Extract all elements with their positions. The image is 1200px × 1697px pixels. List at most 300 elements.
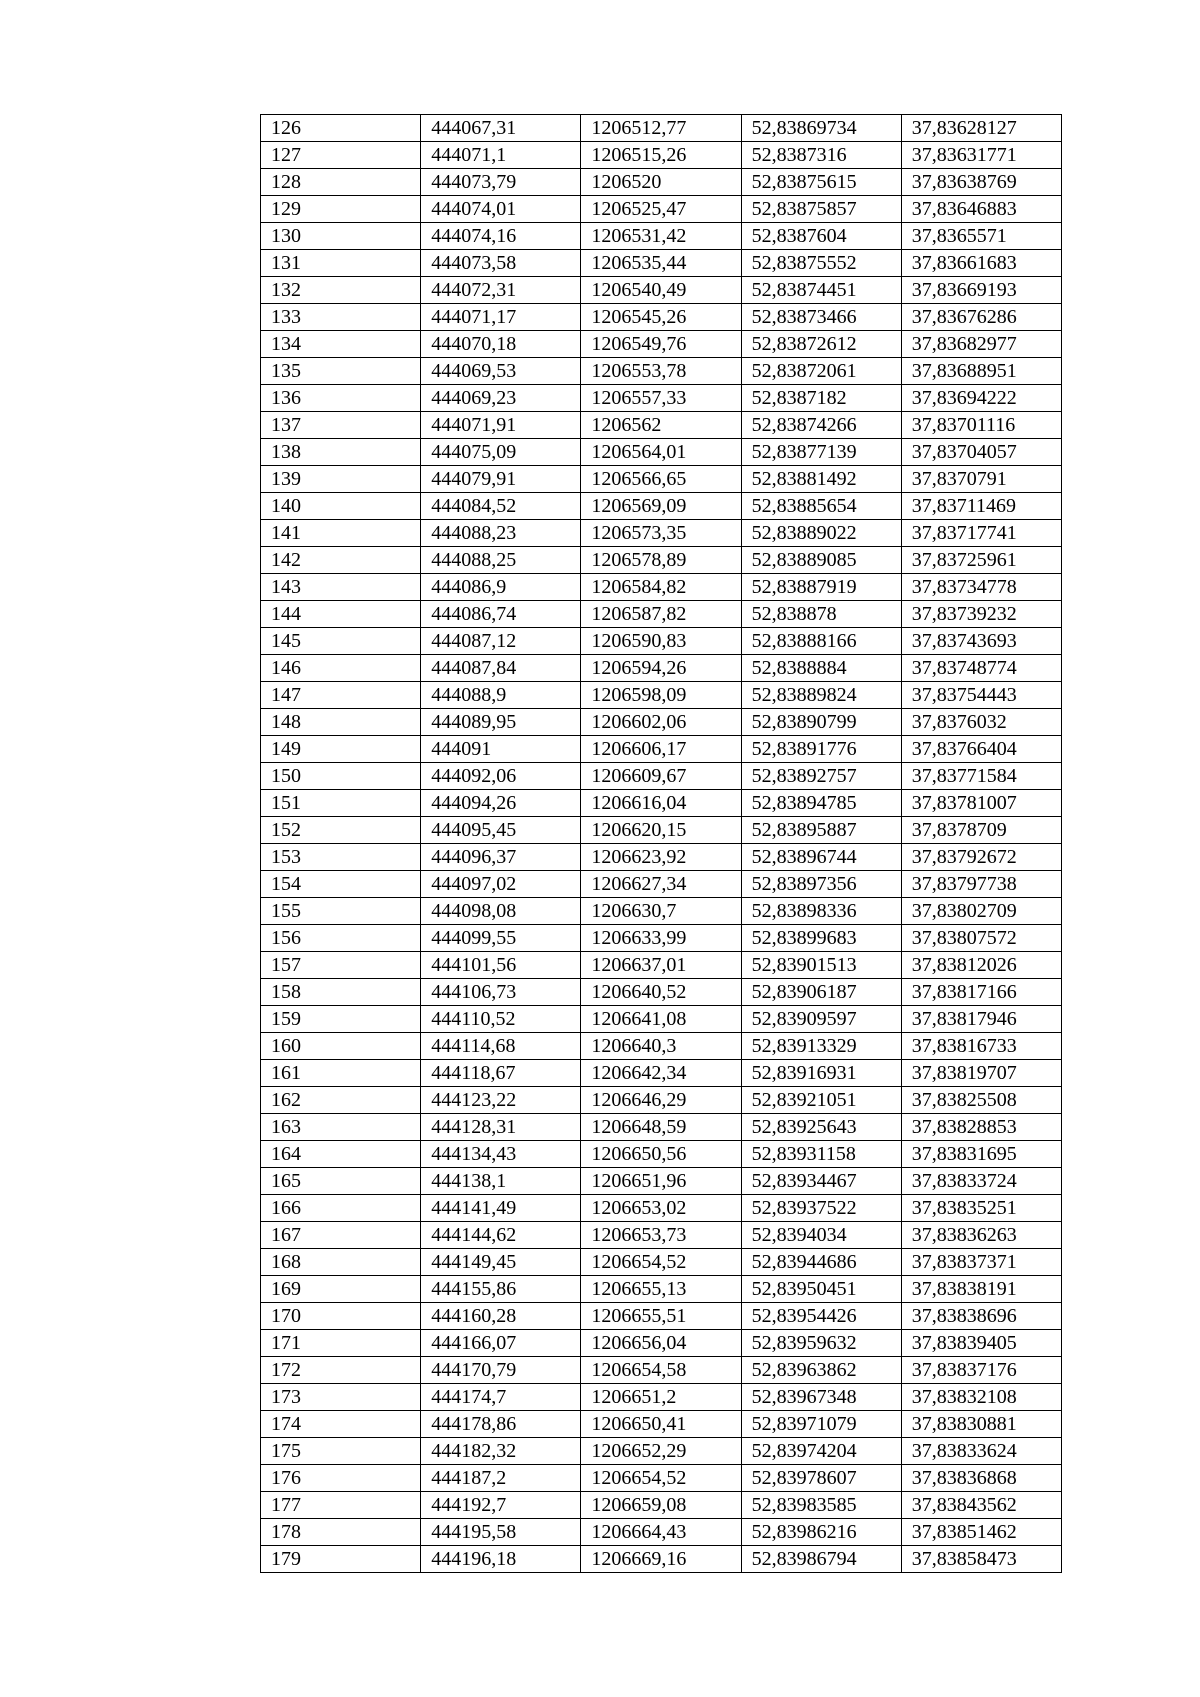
longitude-cell: 37,83835251 <box>901 1195 1061 1222</box>
table-row <box>261 142 1062 169</box>
table-row <box>261 331 1062 358</box>
point-number-cell: 173 <box>261 1384 421 1411</box>
y-coordinate-cell: 1206650,41 <box>581 1411 741 1438</box>
table-row <box>261 979 1062 1006</box>
x-coordinate-cell: 444087,12 <box>421 628 581 655</box>
y-coordinate-cell: 1206651,2 <box>581 1384 741 1411</box>
y-coordinate-cell: 1206616,04 <box>581 790 741 817</box>
longitude-cell: 37,8365571 <box>901 223 1061 250</box>
longitude-cell: 37,83828853 <box>901 1114 1061 1141</box>
point-number-cell: 140 <box>261 493 421 520</box>
table-row <box>261 871 1062 898</box>
longitude-cell: 37,8378709 <box>901 817 1061 844</box>
latitude-cell: 52,83899683 <box>741 925 901 952</box>
point-number-cell: 158 <box>261 979 421 1006</box>
y-coordinate-cell: 1206594,26 <box>581 655 741 682</box>
y-coordinate-cell: 1206651,96 <box>581 1168 741 1195</box>
point-number-cell: 142 <box>261 547 421 574</box>
x-coordinate-cell: 444071,91 <box>421 412 581 439</box>
y-coordinate-cell: 1206640,52 <box>581 979 741 1006</box>
latitude-cell: 52,83892757 <box>741 763 901 790</box>
latitude-cell: 52,83921051 <box>741 1087 901 1114</box>
latitude-cell: 52,83874266 <box>741 412 901 439</box>
y-coordinate-cell: 1206590,83 <box>581 628 741 655</box>
longitude-cell: 37,83669193 <box>901 277 1061 304</box>
x-coordinate-cell: 444192,7 <box>421 1492 581 1519</box>
table-row <box>261 682 1062 709</box>
longitude-cell: 37,83743693 <box>901 628 1061 655</box>
x-coordinate-cell: 444118,67 <box>421 1060 581 1087</box>
longitude-cell: 37,8376032 <box>901 709 1061 736</box>
longitude-cell: 37,83688951 <box>901 358 1061 385</box>
point-number-cell: 146 <box>261 655 421 682</box>
x-coordinate-cell: 444141,49 <box>421 1195 581 1222</box>
point-number-cell: 136 <box>261 385 421 412</box>
x-coordinate-cell: 444097,02 <box>421 871 581 898</box>
x-coordinate-cell: 444174,7 <box>421 1384 581 1411</box>
table-row <box>261 817 1062 844</box>
y-coordinate-cell: 1206664,43 <box>581 1519 741 1546</box>
longitude-cell: 37,83781007 <box>901 790 1061 817</box>
longitude-cell: 37,83682977 <box>901 331 1061 358</box>
longitude-cell: 37,83807572 <box>901 925 1061 952</box>
longitude-cell: 37,83739232 <box>901 601 1061 628</box>
longitude-cell: 37,83817946 <box>901 1006 1061 1033</box>
longitude-cell: 37,83797738 <box>901 871 1061 898</box>
table-row <box>261 1384 1062 1411</box>
x-coordinate-cell: 444092,06 <box>421 763 581 790</box>
latitude-cell: 52,83891776 <box>741 736 901 763</box>
table-row <box>261 790 1062 817</box>
longitude-cell: 37,83704057 <box>901 439 1061 466</box>
table-row <box>261 1465 1062 1492</box>
table-row <box>261 1195 1062 1222</box>
point-number-cell: 177 <box>261 1492 421 1519</box>
table-row <box>261 1519 1062 1546</box>
x-coordinate-cell: 444110,52 <box>421 1006 581 1033</box>
x-coordinate-cell: 444114,68 <box>421 1033 581 1060</box>
longitude-cell: 37,83628127 <box>901 115 1061 142</box>
x-coordinate-cell: 444067,31 <box>421 115 581 142</box>
table-row <box>261 1222 1062 1249</box>
longitude-cell: 37,83817166 <box>901 979 1061 1006</box>
x-coordinate-cell: 444178,86 <box>421 1411 581 1438</box>
latitude-cell: 52,83986216 <box>741 1519 901 1546</box>
x-coordinate-cell: 444138,1 <box>421 1168 581 1195</box>
point-number-cell: 149 <box>261 736 421 763</box>
y-coordinate-cell: 1206562 <box>581 412 741 439</box>
point-number-cell: 166 <box>261 1195 421 1222</box>
latitude-cell: 52,83889022 <box>741 520 901 547</box>
y-coordinate-cell: 1206598,09 <box>581 682 741 709</box>
point-number-cell: 145 <box>261 628 421 655</box>
point-number-cell: 129 <box>261 196 421 223</box>
longitude-cell: 37,83694222 <box>901 385 1061 412</box>
latitude-cell: 52,83872612 <box>741 331 901 358</box>
y-coordinate-cell: 1206669,16 <box>581 1546 741 1573</box>
latitude-cell: 52,83897356 <box>741 871 901 898</box>
latitude-cell: 52,83937522 <box>741 1195 901 1222</box>
longitude-cell: 37,83819707 <box>901 1060 1061 1087</box>
latitude-cell: 52,83906187 <box>741 979 901 1006</box>
table-row <box>261 1492 1062 1519</box>
table-row <box>261 628 1062 655</box>
longitude-cell: 37,83766404 <box>901 736 1061 763</box>
point-number-cell: 141 <box>261 520 421 547</box>
y-coordinate-cell: 1206654,52 <box>581 1249 741 1276</box>
longitude-cell: 37,83631771 <box>901 142 1061 169</box>
x-coordinate-cell: 444084,52 <box>421 493 581 520</box>
point-number-cell: 164 <box>261 1141 421 1168</box>
y-coordinate-cell: 1206620,15 <box>581 817 741 844</box>
table-row <box>261 1438 1062 1465</box>
x-coordinate-cell: 444134,43 <box>421 1141 581 1168</box>
table-row <box>261 304 1062 331</box>
point-number-cell: 168 <box>261 1249 421 1276</box>
point-number-cell: 153 <box>261 844 421 871</box>
latitude-cell: 52,83967348 <box>741 1384 901 1411</box>
longitude-cell: 37,83836263 <box>901 1222 1061 1249</box>
latitude-cell: 52,83963862 <box>741 1357 901 1384</box>
latitude-cell: 52,83959632 <box>741 1330 901 1357</box>
table-row <box>261 1303 1062 1330</box>
longitude-cell: 37,83833724 <box>901 1168 1061 1195</box>
point-number-cell: 138 <box>261 439 421 466</box>
point-number-cell: 154 <box>261 871 421 898</box>
point-number-cell: 175 <box>261 1438 421 1465</box>
table-row <box>261 1006 1062 1033</box>
x-coordinate-cell: 444094,26 <box>421 790 581 817</box>
y-coordinate-cell: 1206525,47 <box>581 196 741 223</box>
x-coordinate-cell: 444088,23 <box>421 520 581 547</box>
y-coordinate-cell: 1206573,35 <box>581 520 741 547</box>
table-row <box>261 1249 1062 1276</box>
longitude-cell: 37,83725961 <box>901 547 1061 574</box>
x-coordinate-cell: 444069,53 <box>421 358 581 385</box>
table-row <box>261 736 1062 763</box>
point-number-cell: 148 <box>261 709 421 736</box>
table-row <box>261 1546 1062 1573</box>
y-coordinate-cell: 1206641,08 <box>581 1006 741 1033</box>
x-coordinate-cell: 444155,86 <box>421 1276 581 1303</box>
longitude-cell: 37,83833624 <box>901 1438 1061 1465</box>
table-row <box>261 250 1062 277</box>
x-coordinate-cell: 444106,73 <box>421 979 581 1006</box>
table-row <box>261 952 1062 979</box>
longitude-cell: 37,83837176 <box>901 1357 1061 1384</box>
x-coordinate-cell: 444070,18 <box>421 331 581 358</box>
y-coordinate-cell: 1206640,3 <box>581 1033 741 1060</box>
latitude-cell: 52,83913329 <box>741 1033 901 1060</box>
latitude-cell: 52,83874451 <box>741 277 901 304</box>
longitude-cell: 37,83748774 <box>901 655 1061 682</box>
x-coordinate-cell: 444182,32 <box>421 1438 581 1465</box>
latitude-cell: 52,83877139 <box>741 439 901 466</box>
x-coordinate-cell: 444069,23 <box>421 385 581 412</box>
y-coordinate-cell: 1206659,08 <box>581 1492 741 1519</box>
latitude-cell: 52,83978607 <box>741 1465 901 1492</box>
longitude-cell: 37,83734778 <box>901 574 1061 601</box>
table-row <box>261 169 1062 196</box>
x-coordinate-cell: 444071,1 <box>421 142 581 169</box>
x-coordinate-cell: 444123,22 <box>421 1087 581 1114</box>
latitude-cell: 52,83888166 <box>741 628 901 655</box>
latitude-cell: 52,83931158 <box>741 1141 901 1168</box>
y-coordinate-cell: 1206553,78 <box>581 358 741 385</box>
longitude-cell: 37,83843562 <box>901 1492 1061 1519</box>
y-coordinate-cell: 1206520 <box>581 169 741 196</box>
x-coordinate-cell: 444101,56 <box>421 952 581 979</box>
longitude-cell: 37,83851462 <box>901 1519 1061 1546</box>
latitude-cell: 52,83934467 <box>741 1168 901 1195</box>
y-coordinate-cell: 1206653,73 <box>581 1222 741 1249</box>
longitude-cell: 37,83831695 <box>901 1141 1061 1168</box>
point-number-cell: 127 <box>261 142 421 169</box>
point-number-cell: 161 <box>261 1060 421 1087</box>
latitude-cell: 52,83898336 <box>741 898 901 925</box>
x-coordinate-cell: 444098,08 <box>421 898 581 925</box>
x-coordinate-cell: 444073,79 <box>421 169 581 196</box>
x-coordinate-cell: 444091 <box>421 736 581 763</box>
table-row <box>261 1141 1062 1168</box>
y-coordinate-cell: 1206650,56 <box>581 1141 741 1168</box>
point-number-cell: 162 <box>261 1087 421 1114</box>
table-row <box>261 466 1062 493</box>
y-coordinate-cell: 1206646,29 <box>581 1087 741 1114</box>
point-number-cell: 133 <box>261 304 421 331</box>
point-number-cell: 174 <box>261 1411 421 1438</box>
table-row <box>261 844 1062 871</box>
longitude-cell: 37,83638769 <box>901 169 1061 196</box>
point-number-cell: 163 <box>261 1114 421 1141</box>
longitude-cell: 37,83858473 <box>901 1546 1061 1573</box>
y-coordinate-cell: 1206584,82 <box>581 574 741 601</box>
latitude-cell: 52,83986794 <box>741 1546 901 1573</box>
table-row <box>261 115 1062 142</box>
table-row <box>261 1357 1062 1384</box>
x-coordinate-cell: 444099,55 <box>421 925 581 952</box>
latitude-cell: 52,83950451 <box>741 1276 901 1303</box>
latitude-cell: 52,83895887 <box>741 817 901 844</box>
point-number-cell: 160 <box>261 1033 421 1060</box>
latitude-cell: 52,83925643 <box>741 1114 901 1141</box>
table-row <box>261 709 1062 736</box>
y-coordinate-cell: 1206512,77 <box>581 115 741 142</box>
x-coordinate-cell: 444086,9 <box>421 574 581 601</box>
table-row <box>261 1033 1062 1060</box>
point-number-cell: 151 <box>261 790 421 817</box>
y-coordinate-cell: 1206648,59 <box>581 1114 741 1141</box>
latitude-cell: 52,83869734 <box>741 115 901 142</box>
table-row <box>261 1330 1062 1357</box>
table-row <box>261 277 1062 304</box>
longitude-cell: 37,83802709 <box>901 898 1061 925</box>
y-coordinate-cell: 1206654,52 <box>581 1465 741 1492</box>
latitude-cell: 52,83974204 <box>741 1438 901 1465</box>
latitude-cell: 52,83875615 <box>741 169 901 196</box>
y-coordinate-cell: 1206578,89 <box>581 547 741 574</box>
latitude-cell: 52,83983585 <box>741 1492 901 1519</box>
x-coordinate-cell: 444072,31 <box>421 277 581 304</box>
y-coordinate-cell: 1206630,7 <box>581 898 741 925</box>
x-coordinate-cell: 444128,31 <box>421 1114 581 1141</box>
longitude-cell: 37,83830881 <box>901 1411 1061 1438</box>
y-coordinate-cell: 1206535,44 <box>581 250 741 277</box>
x-coordinate-cell: 444087,84 <box>421 655 581 682</box>
coordinates-table-body <box>261 115 1062 1573</box>
longitude-cell: 37,83701116 <box>901 412 1061 439</box>
point-number-cell: 155 <box>261 898 421 925</box>
table-row <box>261 1114 1062 1141</box>
x-coordinate-cell: 444195,58 <box>421 1519 581 1546</box>
table-row <box>261 493 1062 520</box>
x-coordinate-cell: 444096,37 <box>421 844 581 871</box>
table-row <box>261 439 1062 466</box>
point-number-cell: 172 <box>261 1357 421 1384</box>
point-number-cell: 179 <box>261 1546 421 1573</box>
point-number-cell: 171 <box>261 1330 421 1357</box>
y-coordinate-cell: 1206642,34 <box>581 1060 741 1087</box>
latitude-cell: 52,83875552 <box>741 250 901 277</box>
longitude-cell: 37,83837371 <box>901 1249 1061 1276</box>
y-coordinate-cell: 1206623,92 <box>581 844 741 871</box>
x-coordinate-cell: 444187,2 <box>421 1465 581 1492</box>
y-coordinate-cell: 1206531,42 <box>581 223 741 250</box>
point-number-cell: 143 <box>261 574 421 601</box>
table-row <box>261 1087 1062 1114</box>
y-coordinate-cell: 1206627,34 <box>581 871 741 898</box>
point-number-cell: 132 <box>261 277 421 304</box>
x-coordinate-cell: 444089,95 <box>421 709 581 736</box>
point-number-cell: 134 <box>261 331 421 358</box>
longitude-cell: 37,83839405 <box>901 1330 1061 1357</box>
table-row <box>261 223 1062 250</box>
y-coordinate-cell: 1206633,99 <box>581 925 741 952</box>
y-coordinate-cell: 1206653,02 <box>581 1195 741 1222</box>
point-number-cell: 150 <box>261 763 421 790</box>
y-coordinate-cell: 1206655,13 <box>581 1276 741 1303</box>
longitude-cell: 37,83812026 <box>901 952 1061 979</box>
y-coordinate-cell: 1206569,09 <box>581 493 741 520</box>
point-number-cell: 165 <box>261 1168 421 1195</box>
y-coordinate-cell: 1206564,01 <box>581 439 741 466</box>
x-coordinate-cell: 444073,58 <box>421 250 581 277</box>
x-coordinate-cell: 444086,74 <box>421 601 581 628</box>
longitude-cell: 37,83646883 <box>901 196 1061 223</box>
longitude-cell: 37,83661683 <box>901 250 1061 277</box>
latitude-cell: 52,83894785 <box>741 790 901 817</box>
y-coordinate-cell: 1206545,26 <box>581 304 741 331</box>
table-row <box>261 574 1062 601</box>
latitude-cell: 52,83875857 <box>741 196 901 223</box>
table-row <box>261 1276 1062 1303</box>
latitude-cell: 52,8387182 <box>741 385 901 412</box>
x-coordinate-cell: 444166,07 <box>421 1330 581 1357</box>
longitude-cell: 37,8370791 <box>901 466 1061 493</box>
longitude-cell: 37,83838696 <box>901 1303 1061 1330</box>
longitude-cell: 37,83825508 <box>901 1087 1061 1114</box>
latitude-cell: 52,83889824 <box>741 682 901 709</box>
longitude-cell: 37,83836868 <box>901 1465 1061 1492</box>
point-number-cell: 135 <box>261 358 421 385</box>
longitude-cell: 37,83816733 <box>901 1033 1061 1060</box>
table-row <box>261 520 1062 547</box>
coordinates-table <box>260 114 1062 1573</box>
table-row <box>261 385 1062 412</box>
longitude-cell: 37,83771584 <box>901 763 1061 790</box>
latitude-cell: 52,83954426 <box>741 1303 901 1330</box>
y-coordinate-cell: 1206540,49 <box>581 277 741 304</box>
table-row <box>261 1168 1062 1195</box>
y-coordinate-cell: 1206606,17 <box>581 736 741 763</box>
point-number-cell: 131 <box>261 250 421 277</box>
point-number-cell: 167 <box>261 1222 421 1249</box>
table-row <box>261 1411 1062 1438</box>
y-coordinate-cell: 1206654,58 <box>581 1357 741 1384</box>
point-number-cell: 170 <box>261 1303 421 1330</box>
latitude-cell: 52,83909597 <box>741 1006 901 1033</box>
point-number-cell: 139 <box>261 466 421 493</box>
point-number-cell: 176 <box>261 1465 421 1492</box>
table-row <box>261 1060 1062 1087</box>
y-coordinate-cell: 1206609,67 <box>581 763 741 790</box>
x-coordinate-cell: 444071,17 <box>421 304 581 331</box>
x-coordinate-cell: 444170,79 <box>421 1357 581 1384</box>
y-coordinate-cell: 1206587,82 <box>581 601 741 628</box>
latitude-cell: 52,83872061 <box>741 358 901 385</box>
latitude-cell: 52,8387316 <box>741 142 901 169</box>
y-coordinate-cell: 1206656,04 <box>581 1330 741 1357</box>
longitude-cell: 37,83832108 <box>901 1384 1061 1411</box>
latitude-cell: 52,8394034 <box>741 1222 901 1249</box>
table-row <box>261 358 1062 385</box>
y-coordinate-cell: 1206637,01 <box>581 952 741 979</box>
latitude-cell: 52,83887919 <box>741 574 901 601</box>
x-coordinate-cell: 444088,25 <box>421 547 581 574</box>
point-number-cell: 130 <box>261 223 421 250</box>
y-coordinate-cell: 1206566,65 <box>581 466 741 493</box>
y-coordinate-cell: 1206557,33 <box>581 385 741 412</box>
latitude-cell: 52,83971079 <box>741 1411 901 1438</box>
point-number-cell: 156 <box>261 925 421 952</box>
point-number-cell: 159 <box>261 1006 421 1033</box>
point-number-cell: 169 <box>261 1276 421 1303</box>
x-coordinate-cell: 444088,9 <box>421 682 581 709</box>
point-number-cell: 152 <box>261 817 421 844</box>
point-number-cell: 178 <box>261 1519 421 1546</box>
point-number-cell: 137 <box>261 412 421 439</box>
latitude-cell: 52,8387604 <box>741 223 901 250</box>
point-number-cell: 128 <box>261 169 421 196</box>
latitude-cell: 52,838878 <box>741 601 901 628</box>
x-coordinate-cell: 444144,62 <box>421 1222 581 1249</box>
latitude-cell: 52,83896744 <box>741 844 901 871</box>
latitude-cell: 52,83889085 <box>741 547 901 574</box>
x-coordinate-cell: 444095,45 <box>421 817 581 844</box>
table-row <box>261 196 1062 223</box>
x-coordinate-cell: 444196,18 <box>421 1546 581 1573</box>
latitude-cell: 52,83881492 <box>741 466 901 493</box>
table-row <box>261 655 1062 682</box>
x-coordinate-cell: 444079,91 <box>421 466 581 493</box>
y-coordinate-cell: 1206655,51 <box>581 1303 741 1330</box>
x-coordinate-cell: 444074,01 <box>421 196 581 223</box>
latitude-cell: 52,8388884 <box>741 655 901 682</box>
longitude-cell: 37,83754443 <box>901 682 1061 709</box>
latitude-cell: 52,83944686 <box>741 1249 901 1276</box>
y-coordinate-cell: 1206602,06 <box>581 709 741 736</box>
table-row <box>261 925 1062 952</box>
